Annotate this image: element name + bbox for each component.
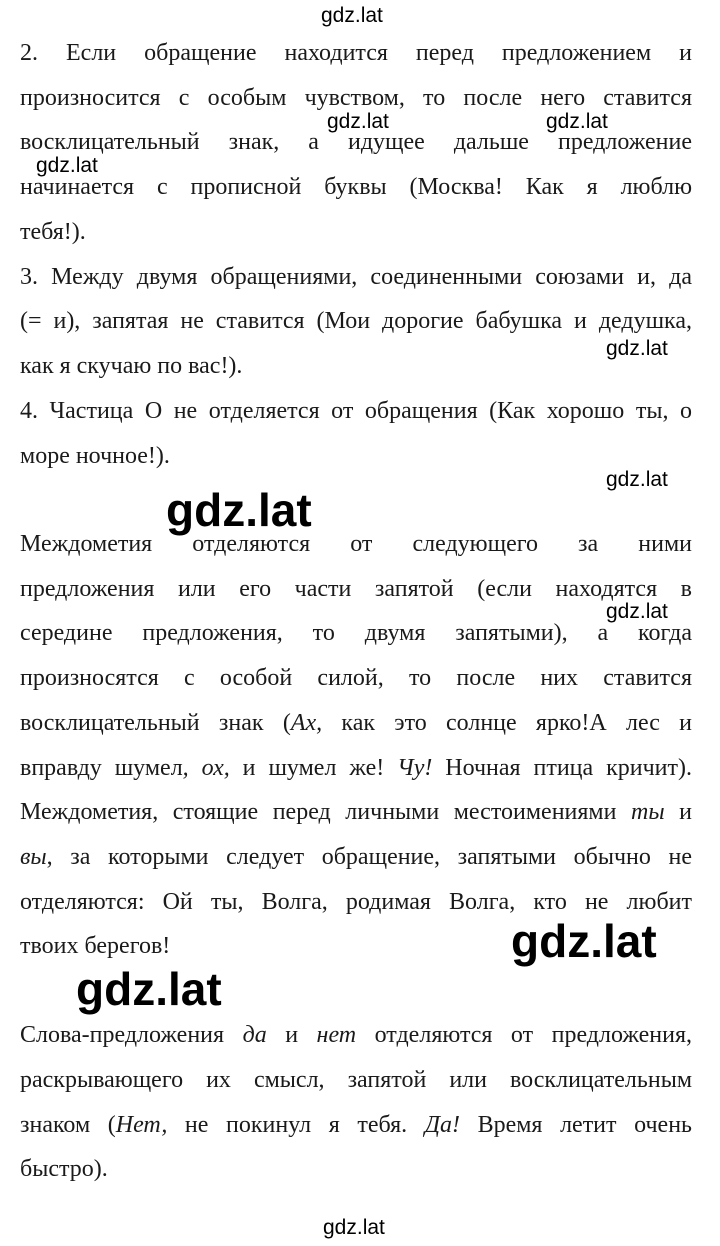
watermark-text: gdz.lat: [606, 600, 668, 623]
text-line: 3. Между двумя обращениями, соединенными союзами и, да: [20, 264, 692, 290]
text-line: восклицательный знак (Ах, как это солнце ярко!А лес и: [20, 710, 692, 736]
italic-word: вы: [20, 844, 47, 870]
text-line: вы, за которыми следует обращение, запятыми обычно не: [20, 844, 692, 870]
italic-word: да: [242, 1022, 267, 1048]
text-line: Междометия отделяются от следующего за ними: [20, 531, 692, 557]
italic-word: , ох,: [182, 755, 230, 781]
italic-word: Чу!: [397, 755, 433, 781]
text-line: знаком (Нет, не покинул я тебя. Да! Время летит очень: [20, 1112, 692, 1138]
italic-word: ты: [631, 799, 665, 825]
text-line: Слова-предложения да и нет отделяются от предложения,: [20, 1022, 693, 1048]
text-line: 4. Частица О не отделяется от обращения (Как хорошо ты, о: [20, 398, 692, 424]
text-line: произносится с особым чувством, то после него ставится: [20, 85, 692, 111]
watermark-text: gdz.lat: [76, 963, 222, 1015]
text-line: раскрывающего их смысл, запятой или восклицательным: [20, 1067, 692, 1093]
italic-word: Да!: [424, 1112, 460, 1138]
text-line: как я скучаю по вас!).: [20, 353, 243, 379]
text-line: произносятся с особой силой, то после них ставится: [20, 665, 692, 691]
watermark-text: gdz.lat: [166, 484, 312, 536]
watermark-text: gdz.lat: [323, 1216, 385, 1239]
text-line: тебя!).: [20, 219, 86, 245]
text-line: вправду шумел, ох, и шумел же! Чу! Ночная птица кричит).: [20, 755, 692, 781]
watermark-text: gdz.lat: [546, 110, 608, 133]
text-line: твоих берегов!: [20, 933, 171, 959]
watermark-text: gdz.lat: [36, 154, 98, 177]
text-line: (= и), запятая не ставится (Мои дорогие бабушка и дедушка,: [20, 308, 692, 334]
text-line: 2. Если обращение находится перед предложением и: [20, 40, 692, 66]
watermark-text: gdz.lat: [321, 4, 383, 27]
watermark-text: gdz.lat: [327, 110, 389, 133]
text-line: начинается с прописной буквы (Москва! Как я люблю: [20, 174, 692, 200]
italic-word: Ах,: [290, 710, 323, 736]
italic-word: нет: [316, 1022, 357, 1048]
text-line: восклицательный знак, а идущее дальше предложение: [20, 129, 692, 155]
text-line: середине предложения, то двумя запятыми), а когда: [20, 620, 692, 646]
text-line: отделяются: Ой ты, Волга, родимая Волга, кто не любит: [20, 889, 692, 915]
watermark-text: gdz.lat: [511, 915, 657, 967]
text-line: море ночное!).: [20, 443, 170, 469]
watermark-text: gdz.lat: [606, 468, 668, 491]
watermark-text: gdz.lat: [606, 337, 668, 360]
text-line: предложения или его части запятой (если находятся в: [20, 576, 692, 602]
text-line: Междометия, стоящие перед личными местоимениями ты и: [20, 799, 693, 825]
text-line: быстро).: [20, 1156, 108, 1182]
italic-word: Нет,: [115, 1112, 168, 1138]
